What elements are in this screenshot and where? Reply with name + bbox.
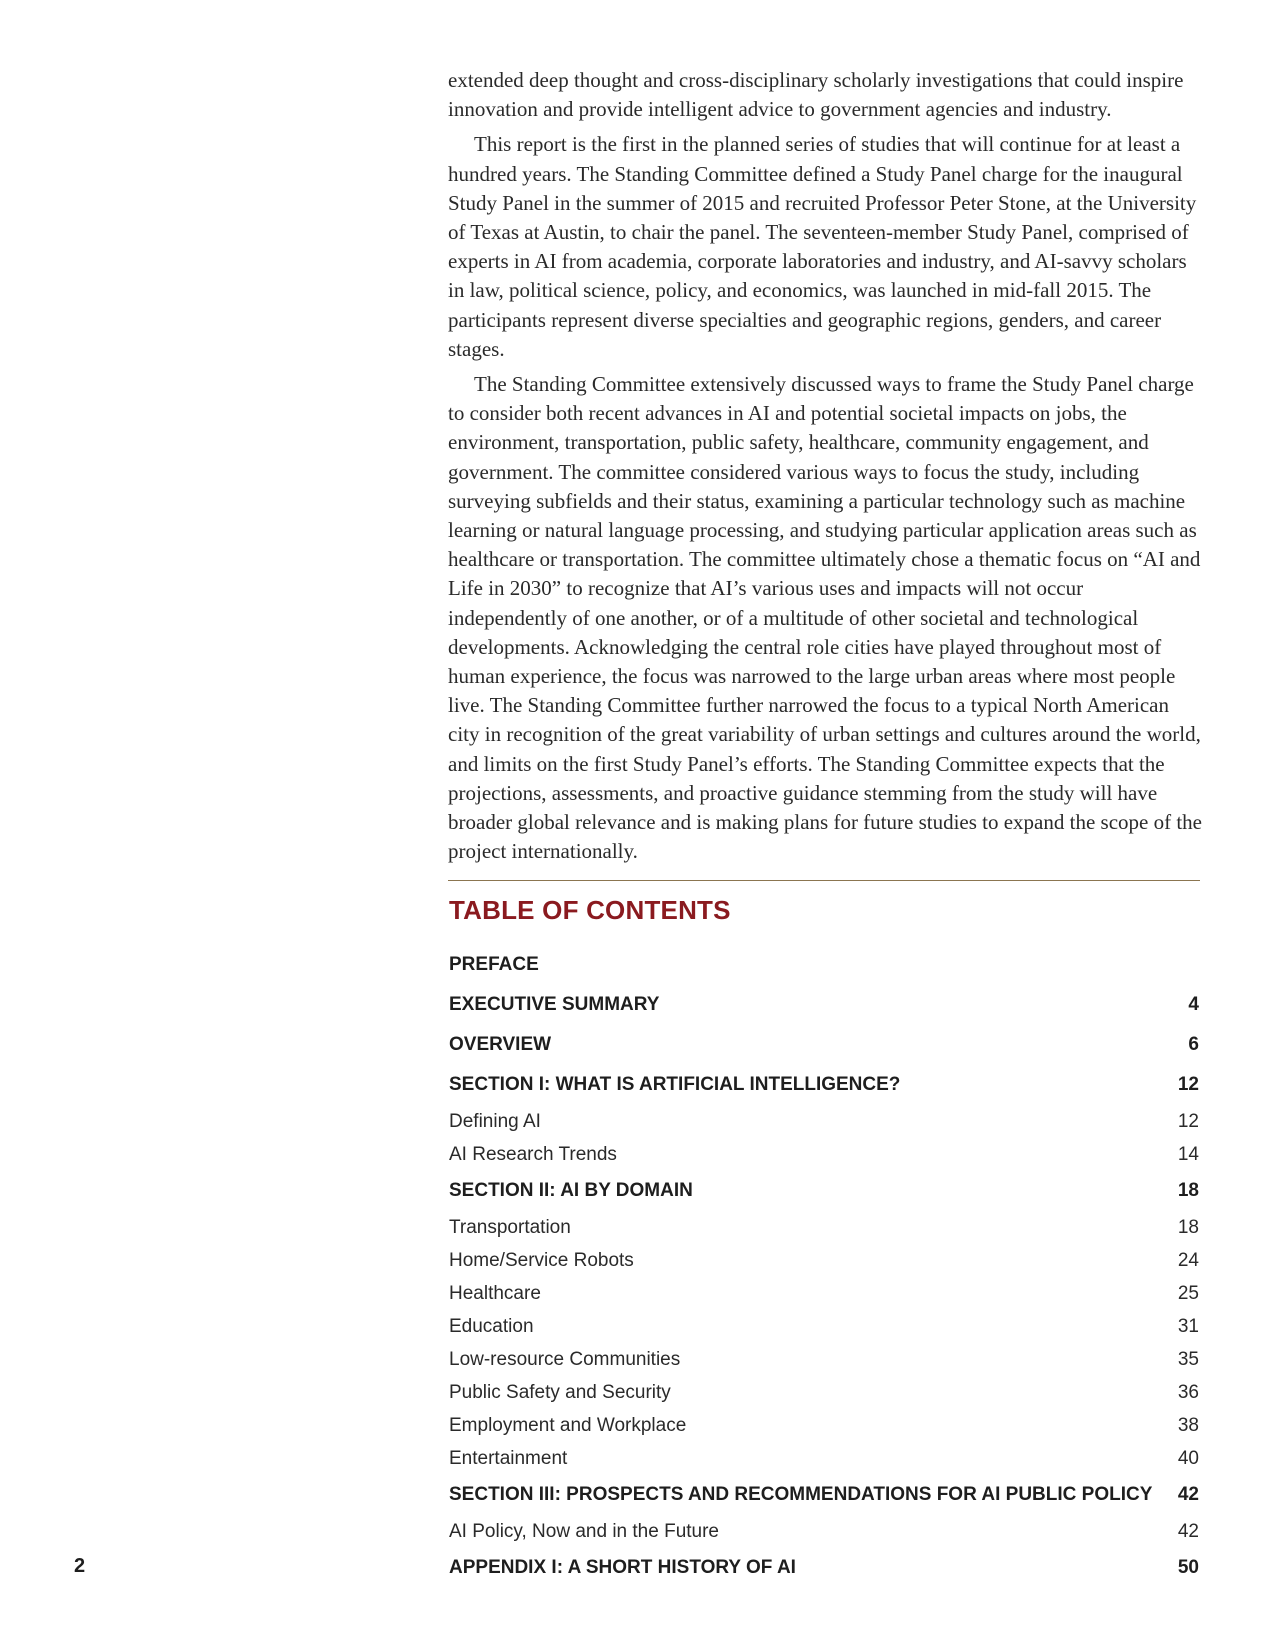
toc-entry-low-resource-communities[interactable]	[449, 1343, 1199, 1376]
toc-entry-page: 35	[1177, 1349, 1199, 1370]
toc-entry-section-1[interactable]	[449, 1065, 1199, 1105]
toc-entry-page: 14	[1177, 1144, 1199, 1165]
toc-entry-preface[interactable]	[449, 945, 1199, 985]
toc-entry-healthcare[interactable]	[449, 1277, 1199, 1310]
toc-entry-label: Public Safety and Security	[449, 1382, 671, 1403]
toc-entry-home-service-robots[interactable]	[449, 1244, 1199, 1277]
toc-entry-ai-research-trends[interactable]	[449, 1138, 1199, 1171]
toc-entry-label: Transportation	[449, 1217, 571, 1238]
toc-entry-transportation[interactable]	[449, 1211, 1199, 1244]
toc-entry-page: 50	[1177, 1557, 1199, 1578]
toc-entry-label: Low-resource Communities	[449, 1349, 681, 1370]
toc-entry-label: AI Policy, Now and in the Future	[449, 1521, 719, 1542]
toc-entry-executive-summary[interactable]	[449, 985, 1199, 1025]
toc-entry-label: Home/Service Robots	[449, 1250, 634, 1271]
toc-entry-page: 40	[1177, 1448, 1199, 1469]
toc-entry-page: 12	[1177, 1111, 1199, 1132]
toc-entry-entertainment[interactable]	[449, 1442, 1199, 1475]
body-text	[448, 66, 1203, 872]
toc-title: TABLE OF CONTENTS	[449, 895, 731, 925]
toc-entry-page: 31	[1177, 1316, 1199, 1337]
table-of-contents	[449, 945, 1199, 1588]
toc-entry-page: 18	[1177, 1180, 1199, 1201]
toc-entry-label: Entertainment	[449, 1448, 568, 1469]
toc-entry-page: 36	[1177, 1382, 1199, 1403]
paragraph-3: The Standing Committee extensively discussed ways to frame the Study Panel charge to consider both recent advances in AI and potential societal impacts on jobs, the environment, transportation, public safety, healthcare, community engagement, and government. The committee considered various ways to focus the study, including surveying subfields and their status, examining a particular technology such as machine learning or natural language processing, and studying particular application areas such as healthcare or transportation. The committee ultimately chose a thematic focus on “AI and Life in 2030” to recognize that AI’s various uses and impacts will not occur independently of one another, or of a multitude of other societal and technological developments. Acknowledging the central role cities have played throughout most of human experience, the focus was narrowed to the large urban areas where most people live. The Standing Committee further narrowed the focus to a typical North American city in recognition of the great variability of urban settings and cultures around the world, and limits on the first Study Panel’s efforts. The Standing Committee expects that the projections, assessments, and proactive guidance stemming from the study will have broader global relevance and is making plans for future studies to expand the scope of the project internationally.	[448, 372, 1203, 864]
toc-entry-appendix-1[interactable]	[449, 1548, 1199, 1588]
toc-entry-label: Healthcare	[449, 1283, 541, 1304]
toc-entry-ai-policy[interactable]	[449, 1515, 1199, 1548]
toc-entry-page: 42	[1177, 1484, 1199, 1505]
toc-entry-education[interactable]	[449, 1310, 1199, 1343]
section-divider	[448, 880, 1200, 881]
toc-entry-label: SECTION II: AI BY DOMAIN	[449, 1180, 693, 1201]
toc-entry-page: 12	[1177, 1074, 1199, 1095]
toc-entry-label: Defining AI	[449, 1111, 541, 1132]
toc-entry-label: AI Research Trends	[449, 1144, 617, 1165]
toc-entry-employment[interactable]	[449, 1409, 1199, 1442]
toc-entry-overview[interactable]	[449, 1025, 1199, 1065]
toc-entry-page: 4	[1188, 994, 1199, 1015]
toc-entry-section-3[interactable]	[449, 1475, 1199, 1515]
paragraph-2: This report is the first in the planned series of studies that will continue for at least a hundred years. The Standing Committee defined a Study Panel charge for the inaugural Study Panel in the summer of 2015 and recruited Professor Peter Stone, at the University of Texas at Austin, to chair the panel. The seventeen-member Study Panel, comprised of experts in AI from academia, corporate laboratories and industry, and AI-savvy scholars in law, political science, policy, and economics, was launched in mid-fall 2015. The participants represent diverse specialties and geographic regions, genders, and career stages.	[448, 132, 1197, 361]
toc-entry-label: EXECUTIVE SUMMARY	[449, 994, 660, 1015]
toc-entry-label: Education	[449, 1316, 534, 1337]
toc-entry-label: PREFACE	[449, 954, 539, 975]
toc-entry-page: 25	[1177, 1283, 1199, 1304]
toc-entry-page: 42	[1177, 1521, 1199, 1542]
toc-entry-page: 38	[1177, 1415, 1199, 1436]
toc-entry-page: 24	[1177, 1250, 1199, 1271]
page-number: 2	[74, 1555, 86, 1577]
toc-entry-section-2[interactable]	[449, 1171, 1199, 1211]
toc-entry-label: OVERVIEW	[449, 1034, 552, 1055]
toc-entry-label: SECTION III: PROSPECTS AND RECOMMENDATIONS FOR AI PUBLIC POLICY	[449, 1484, 1153, 1505]
toc-entry-page: 18	[1177, 1217, 1199, 1238]
toc-entry-label: APPENDIX I: A SHORT HISTORY OF AI	[449, 1557, 796, 1578]
paragraph-1: extended deep thought and cross-disciplinary scholarly investigations that could inspire innovation and provide intelligent advice to government agencies and industry.	[448, 68, 1184, 122]
toc-entry-label: SECTION I: WHAT IS ARTIFICIAL INTELLIGENCE?	[449, 1074, 901, 1095]
toc-entry-public-safety[interactable]	[449, 1376, 1199, 1409]
toc-entry-page: 6	[1188, 1034, 1199, 1055]
toc-entry-label: Employment and Workplace	[449, 1415, 687, 1436]
toc-entry-defining-ai[interactable]	[449, 1105, 1199, 1138]
